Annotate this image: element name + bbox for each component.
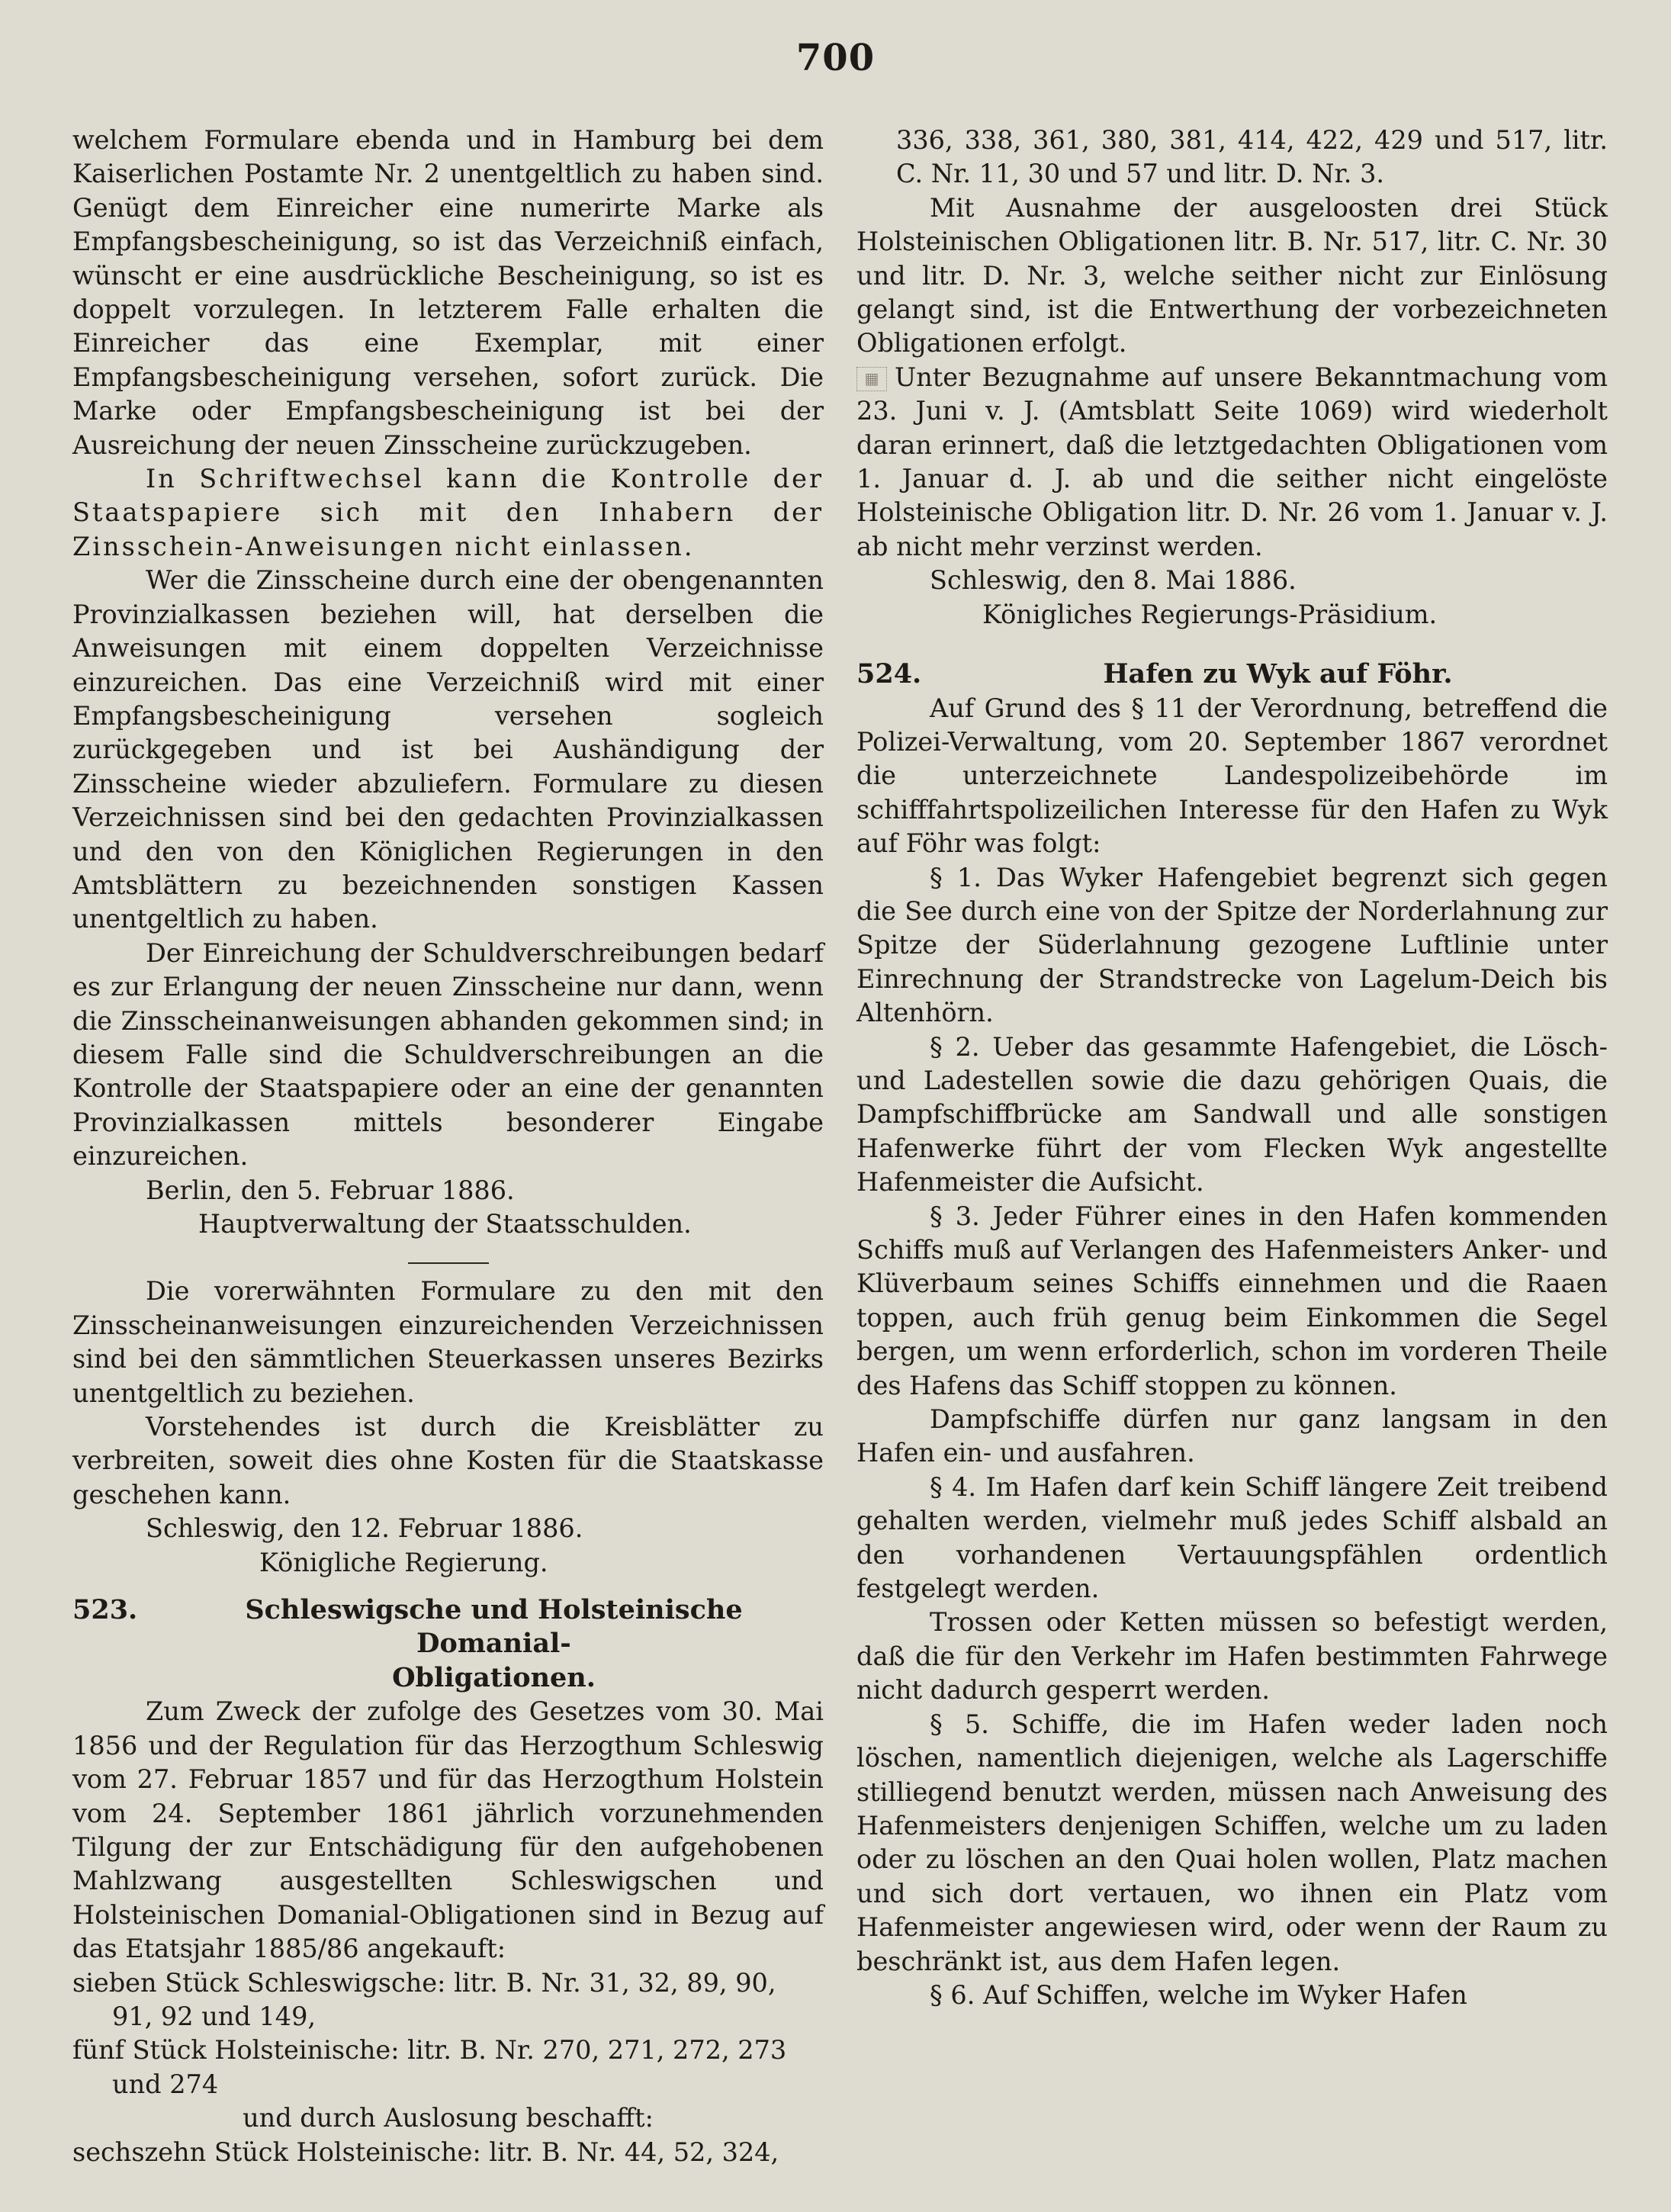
separator-rule xyxy=(408,1262,489,1264)
regulation-paragraph: Trossen oder Ketten müssen so befestigt werden, daß die für den Verkehr im Hafen bestimmten Fahrwege nicht dadurch gesperrt werden. xyxy=(856,1607,1608,1706)
regulation-paragraph: § 2. Ueber das gesammte Hafengebiet, die Lösch- und Ladestellen sowie die dazu gehörigen Quais, die Dampfschiffbrücke am Sandwall und alle sonstigen Hafenwerke führt der vom Flecken Wyk angestellte Hafenmeister die Aufsicht. xyxy=(856,1031,1608,1198)
list-caption: und durch Auslosung beschafft: xyxy=(243,2103,654,2133)
paragraph: Vorstehendes ist durch die Kreisblätter zu verbreiten, soweit dies ohne Kosten für die Staatskasse geschehen kann. xyxy=(72,1412,824,1509)
paragraph: Die vorerwähnten Formulare zu den mit den Zinsscheinanweisungen einzureichenden Verzeichnissen sind bei den sämmtlichen Steuerkassen unseres Bezirks unentgeltlich zu beziehen. xyxy=(72,1276,824,1408)
section-heading-523 xyxy=(72,1593,824,1661)
section-title: Schleswigsche und Holsteinische Domanial- xyxy=(245,1594,743,1660)
paragraph: welchem Formulare ebenda und in Hamburg bei dem Kaiserlichen Postamte Nr. 2 unentgeltlich zu haben sind. Genügt dem Einreicher eine numerirte Marke als Empfangsbescheinigung, so ist das Verzeichniß einfach, wünscht er eine ausdrückliche Bescheinigung, so ist es doppelt vorzulegen. In letzterem Falle erhalten die Einreicher das eine Exemplar, mit einer Empfangsbescheinigung versehen, sofort zurück. Die Marke oder Empfangsbescheinigung ist bei der Ausreichung der neuen Zinsscheine zurückzugeben. xyxy=(72,125,824,460)
section-heading-524 xyxy=(856,657,1608,691)
regulation-paragraph: § 1. Das Wyker Hafengebiet begrenzt sich gegen die See durch eine von der Spitze der Norderlahnung zur Spitze der Süderlahnung gezogene Luftlinie unter Einrechnung der Strandstrecke von Lagelum-Deich bis Altenhörn. xyxy=(856,862,1608,1028)
paragraph-spaced: In Schriftwechsel kann die Kontrolle der Staatspapiere sich mit den Inhabern der Zinsschein-Anweisungen nicht einlassen. xyxy=(72,464,824,561)
paragraph: Wer die Zinsscheine durch eine der obengenannten Provinzialkassen beziehen will, hat derselben die Anweisungen mit einem doppelten Verzeichnisse einzureichen. Das eine Verzeichniß wird mit einer Empfangsbescheinigung versehen sogleich zurückgegeben und ist bei Aushändigung der Zinsscheine wieder abzuliefern. Formulare zu diesen Verzeichnissen sind bei den gedachten Provinzialkassen und den von den Königlichen Regierungen in den Amtsblättern zu bezeichnenden sonstigen Kassen unentgeltlich zu haben. xyxy=(72,565,824,934)
signature-date: Schleswig, den 12. Februar 1886. xyxy=(146,1513,583,1544)
section-title: Hafen zu Wyk auf Föhr. xyxy=(1103,658,1453,690)
section-number: 523. xyxy=(72,1594,138,1626)
regulation-paragraph: § 3. Jeder Führer eines in den Hafen kommenden Schiffs muß auf Verlangen des Hafenmeisters Anker- und Klüverbaum seines Schiffs einnehmen und die Raaen toppen, auch früh genug beim Einkommen die Segel bergen, um wenn erforderlich, schon im vorderen Theile des Hafens das Schiff stoppen zu können. xyxy=(856,1201,1608,1400)
regulation-paragraph: § 6. Auf Schiffen, welche im Wyker Hafen xyxy=(930,1979,1467,2010)
list-continuation: 336, 338, 361, 380, 381, 414, 422, 429 und 517, litr. C. Nr. 11, 30 und 57 und litr. D. Nr. 3. xyxy=(896,125,1608,189)
signature-authority: Königliches Regierungs-Präsidium. xyxy=(982,599,1438,629)
regulation-paragraph: Dampfschiffe dürfen nur ganz langsam in den Hafen ein- und ausfahren. xyxy=(856,1404,1608,1468)
page-number: 700 xyxy=(795,37,876,79)
list-item: fünf Stück Holsteinische: litr. B. Nr. 270, 271, 272, 273 und 274 xyxy=(72,2035,787,2099)
regulation-paragraph: § 4. Im Hafen darf kein Schiff längere Zeit treibend gehalten werden, vielmehr muß jedes Schiff alsbald an den vorhandenen Vertauungspfählen ordentlich festgelegt werden. xyxy=(856,1471,1608,1604)
signature-authority: Königliche Regierung. xyxy=(259,1547,548,1577)
library-stamp-icon: ▦ xyxy=(856,367,887,391)
section-number: 524. xyxy=(856,658,922,690)
left-column xyxy=(72,124,824,2169)
signature-date: Schleswig, den 8. Mai 1886. xyxy=(930,565,1297,596)
section-title-continued: Obligationen. xyxy=(392,1661,596,1693)
paragraph xyxy=(856,361,1608,564)
right-column xyxy=(856,124,1608,2012)
paragraph-text: Unter Bezugnahme auf unsere Bekanntmachung vom 23. Juni v. J. (Amtsblatt Seite 1069) wird wiederholt daran erinnert, daß die letztgedachten Obligationen vom 1. Januar d. J. ab und die seither nicht eingelöste Holsteinische Obligation litr. D. Nr. 26 vom 1. Januar v. J. ab nicht mehr verzinst werden. xyxy=(856,362,1608,561)
signature-date: Berlin, den 5. Februar 1886. xyxy=(146,1175,515,1205)
signature-authority: Hauptverwaltung der Staatsschulden. xyxy=(198,1209,692,1239)
paragraph: Zum Zweck der zufolge des Gesetzes vom 30. Mai 1856 und der Regulation für das Herzogthum Schleswig vom 27. Februar 1857 und für das Herzogthum Holstein vom 24. September 1861 jährlich vorzunehmenden Tilgung der zur Entschädigung für den aufgehobenen Mahlzwang ausgestellten Schleswigschen und Holsteinischen Domanial-Obligationen sind in Bezug auf das Etatsjahr 1885/86 angekauft: xyxy=(72,1696,824,1964)
paragraph: Mit Ausnahme der ausgeloosten drei Stück Holsteinischen Obligationen litr. B. Nr. 517, litr. C. Nr. 30 und litr. D. Nr. 3, welche seither nicht zur Einlösung gelangt sind, ist die Entwerthung der vorbezeichneten Obligationen erfolgt. xyxy=(856,192,1608,358)
regulation-paragraph: § 5. Schiffe, die im Hafen weder laden noch löschen, namentlich diejenigen, welche als Lagerschiffe stilliegend benutzt werden, müssen nach Anweisung des Hafenmeisters denjenigen Schiffen, welche um zu laden oder zu löschen an den Quai holen wollen, Platz machen und sich dort vertauen, wo ihnen ein Platz vom Hafenmeister angewiesen wird, oder wenn der Raum zu beschränkt ist, aus dem Hafen legen. xyxy=(856,1709,1608,1976)
paragraph: Auf Grund des § 11 der Verordnung, betreffend die Polizei-Verwaltung, vom 20. September 1867 verordnet die unterzeichnete Landespolizeibehörde im schifffahrtspolizeilichen Interesse für den Hafen zu Wyk auf Föhr was folgt: xyxy=(856,693,1608,859)
paragraph: Der Einreichung der Schuldverschreibungen bedarf es zur Erlangung der neuen Zinsscheine nur dann, wenn die Zinsscheinanweisungen abhanden gekommen sind; in diesem Falle sind die Schuldverschreibungen an die Kontrolle der Staatspapiere oder an eine der genannten Provinzialkassen mittels besonderer Eingabe einzureichen. xyxy=(72,937,824,1172)
list-item: sechszehn Stück Holsteinische: litr. B. Nr. 44, 52, 324, xyxy=(72,2136,779,2167)
list-item: sieben Stück Schleswigsche: litr. B. Nr. 31, 32, 89, 90, 91, 92 und 149, xyxy=(72,1967,776,2031)
